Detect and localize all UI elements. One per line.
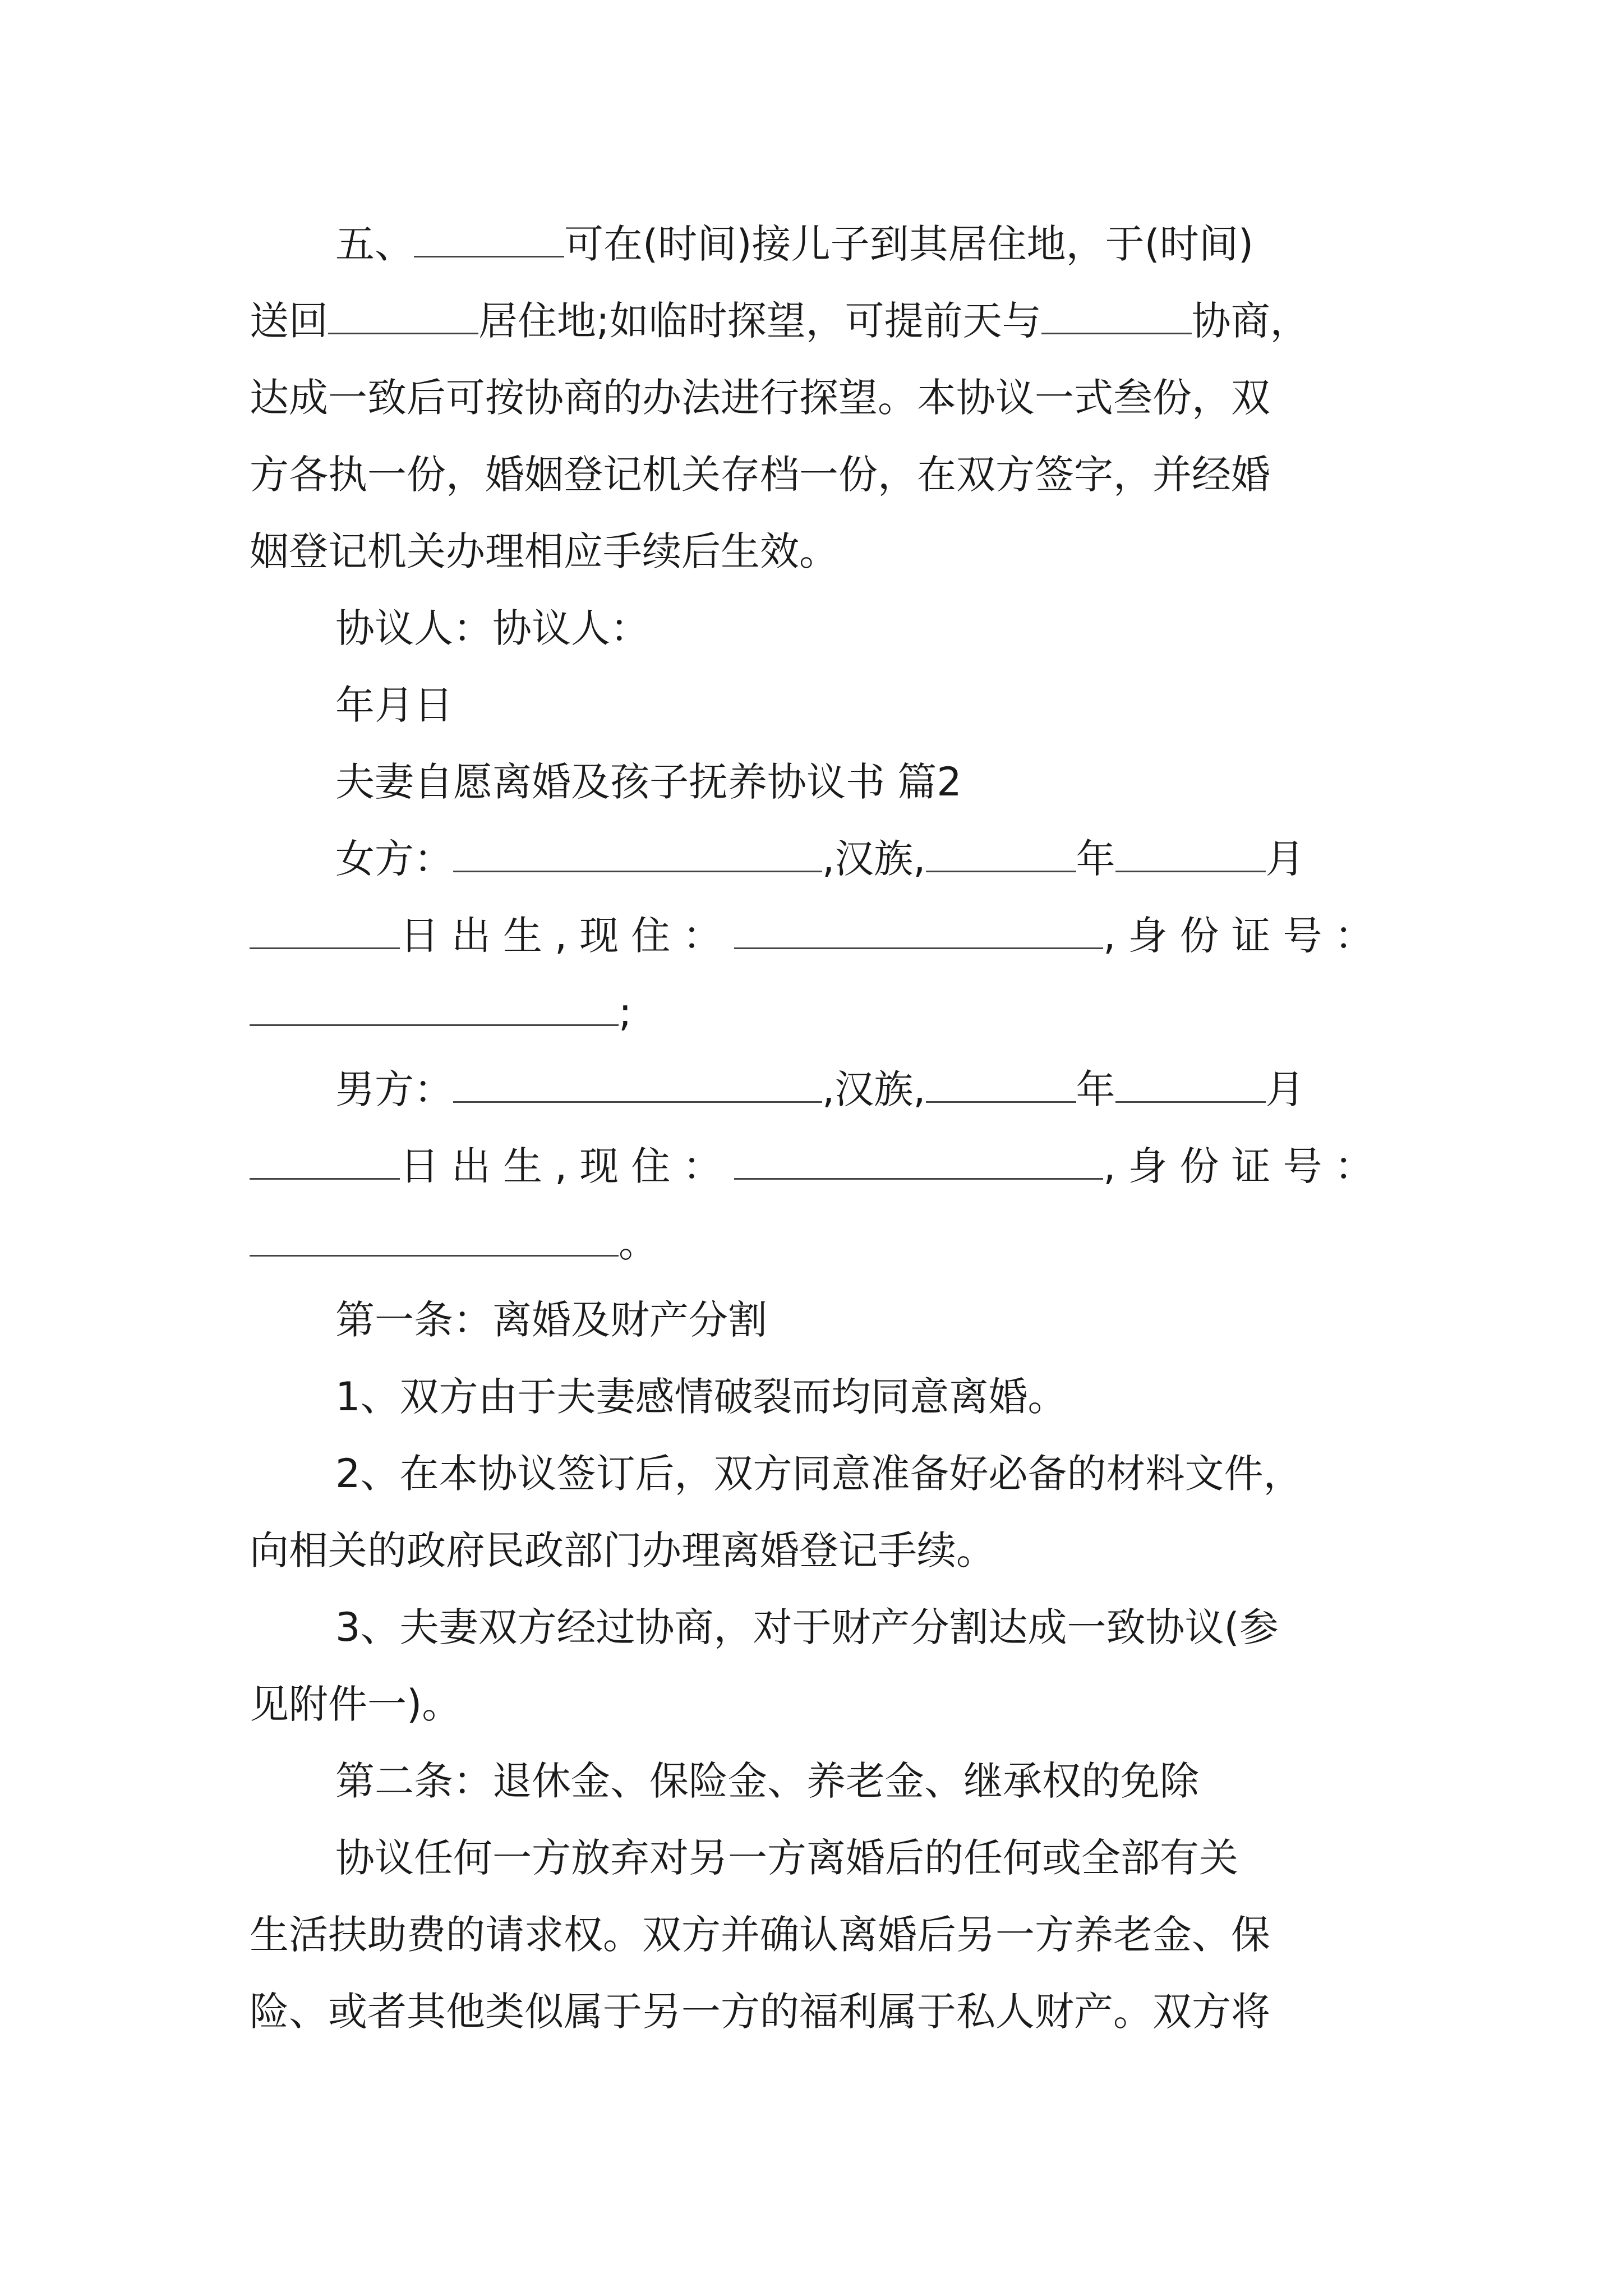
date-line: 年月日	[335, 682, 453, 728]
male-line2	[0, 1141, 1623, 1191]
text: 居住地;如临时探望，可提前天与	[478, 298, 1041, 344]
article2-para-line2: 生活扶助费的请求权。双方并确认离婚后另一方养老金、保	[250, 1912, 1270, 1958]
para5-line1	[0, 219, 1623, 269]
text: 。	[619, 1220, 658, 1266]
text: 日出生,现住：	[400, 1143, 735, 1189]
male-label: 男方：	[335, 1066, 453, 1112]
blank-field	[453, 1066, 822, 1103]
para5-line3: 达成一致后可按协商的办法进行探望。本协议一式叁份，双	[250, 375, 1270, 421]
para5-line2	[0, 296, 1623, 346]
male-line3	[0, 1218, 1623, 1268]
article1-item2-line2: 向相关的政府民政部门办理离婚登记手续。	[250, 1527, 995, 1573]
text: 日出生,现住：	[400, 913, 735, 959]
text: 年	[1076, 836, 1115, 882]
para5-line4: 方各执一份，婚姻登记机关存档一份，在双方签字，并经婚	[250, 452, 1270, 498]
article1-item3-line2: 见附件一)。	[250, 1681, 462, 1727]
article2-para-line3: 险、或者其他类似属于另一方的福利属于私人财产。双方将	[250, 1989, 1270, 2035]
text: 月	[1265, 836, 1305, 882]
article1-title: 第一条：离婚及财产分割	[335, 1297, 767, 1343]
blank-field	[414, 221, 564, 257]
article1-item2-line1: 2、在本协议签订后，双方同意准备好必备的材料文件，	[335, 1451, 1303, 1497]
text: 送回	[250, 298, 328, 344]
blank-field	[926, 836, 1076, 872]
blank-field	[1115, 836, 1266, 872]
text: 五、	[335, 221, 414, 267]
blank-field	[250, 1143, 400, 1180]
blank-field	[250, 1220, 619, 1257]
text: ,身份证号：	[1103, 1143, 1386, 1189]
article1-item3-line1: 3、夫妻双方经过协商，对于财产分割达成一致协议(参	[335, 1604, 1279, 1650]
female-line3	[0, 987, 1623, 1038]
text: 可在(时间)接儿子到其居住地，于(时间)	[564, 221, 1254, 267]
blank-field	[1115, 1066, 1266, 1103]
text: ;	[619, 990, 632, 1036]
section-title: 夫妻自愿离婚及孩子抚养协议书 篇2	[335, 759, 962, 805]
article2-para-line1: 协议任何一方放弃对另一方离婚后的任何或全部有关	[335, 1835, 1238, 1881]
blank-field	[328, 298, 478, 334]
blank-field	[1041, 298, 1192, 334]
article1-item1: 1、双方由于夫妻感情破裂而均同意离婚。	[335, 1374, 1067, 1420]
female-label: 女方：	[335, 836, 453, 882]
text: 年	[1076, 1066, 1115, 1112]
text: 协商，	[1191, 298, 1310, 344]
para5-line5: 姻登记机关办理相应手续后生效。	[250, 528, 838, 574]
blank-field	[734, 913, 1103, 949]
female-line2	[0, 910, 1623, 961]
text: 月	[1265, 1066, 1305, 1112]
male-line1	[0, 1064, 1623, 1115]
blank-field	[734, 1143, 1103, 1180]
text: ,汉族,	[822, 1066, 926, 1112]
blank-field	[453, 836, 822, 872]
blank-field	[926, 1066, 1076, 1103]
text: ,身份证号：	[1103, 913, 1386, 959]
female-line1	[0, 834, 1623, 884]
text: ,汉族,	[822, 836, 926, 882]
blank-field	[250, 913, 400, 949]
signature-line: 协议人：协议人：	[335, 605, 649, 651]
blank-field	[250, 990, 619, 1026]
article2-title: 第二条：退休金、保险金、养老金、继承权的免除	[335, 1758, 1199, 1804]
